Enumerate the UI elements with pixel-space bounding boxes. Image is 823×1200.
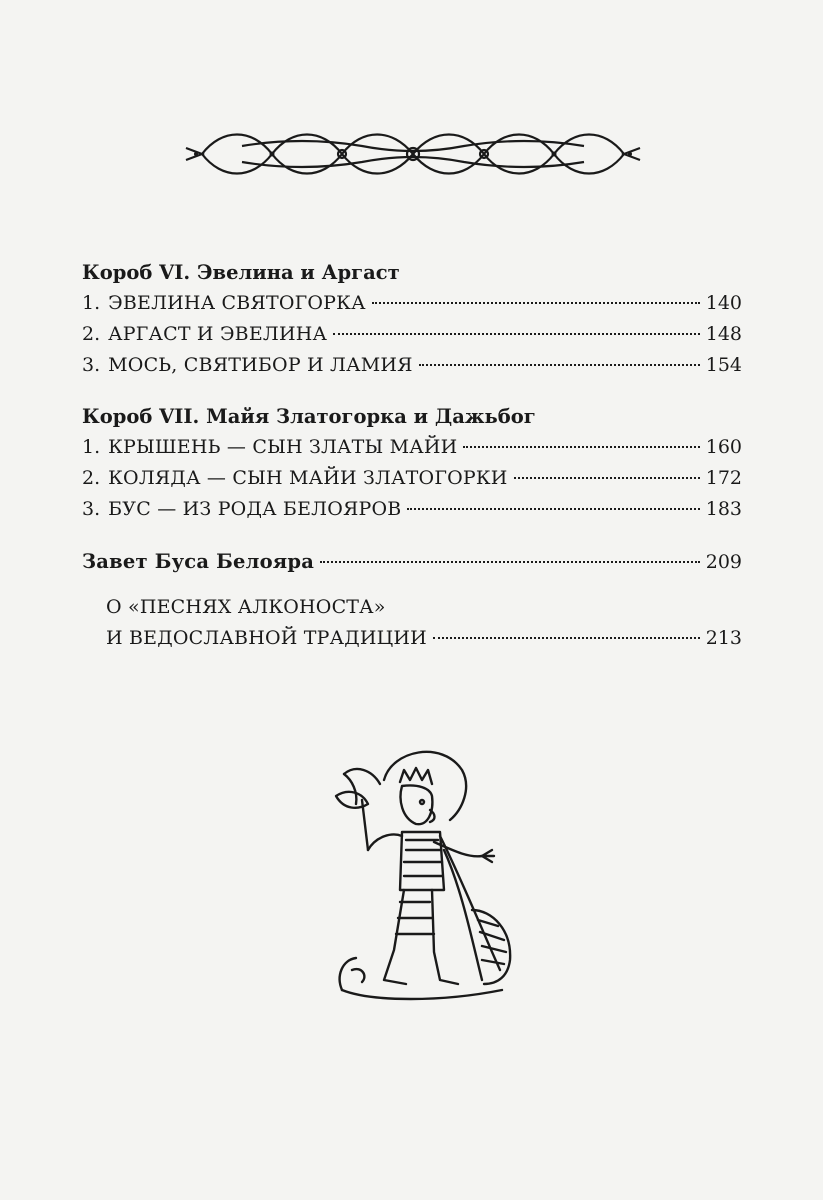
toc-entry[interactable] <box>82 463 742 494</box>
entry-label-line1: О «ПЕСНЯХ АЛКОНОСТА» <box>106 596 386 618</box>
dot-leader <box>407 508 699 510</box>
entry-label: Завет Буса Белояра <box>82 550 315 573</box>
dot-leader <box>372 302 700 304</box>
dot-leader <box>333 333 700 335</box>
entry-label: МОСЬ, СВЯТИБОР И ЛАМИЯ <box>108 354 413 376</box>
section-title: Короб VI. Эвелина и Аргаст <box>82 261 400 284</box>
dot-leader <box>419 364 700 366</box>
dot-leader <box>320 561 700 563</box>
toc-entry-afterword[interactable] <box>106 592 742 654</box>
entry-page-number: 140 <box>705 292 742 314</box>
bleed-through-text <box>470 48 475 67</box>
toc-section-6 <box>82 258 742 381</box>
entry-page-number: 160 <box>705 436 742 458</box>
table-of-contents <box>82 258 742 654</box>
entry-number: 3. <box>82 498 101 520</box>
entry-label-line2: И ВЕДОСЛАВНОЙ ТРАДИЦИИ <box>106 627 427 649</box>
toc-section-7 <box>82 402 742 525</box>
dot-leader <box>433 637 700 639</box>
dot-leader <box>463 446 699 448</box>
toc-entry[interactable] <box>82 319 742 350</box>
toc-entry[interactable] <box>82 350 742 381</box>
entry-page-number: 183 <box>705 498 742 520</box>
toc-entry[interactable] <box>82 432 742 463</box>
toc-entry[interactable] <box>82 494 742 525</box>
entry-page-number: 209 <box>705 551 742 573</box>
entry-line2 <box>106 623 742 654</box>
entry-label: КОЛЯДА — СЫН МАЙИ ЗЛАТОГОРКИ <box>108 467 508 489</box>
entry-page-number: 213 <box>705 627 742 649</box>
entry-label: ЭВЕЛИНА СВЯТОГОРКА <box>108 292 366 314</box>
entry-page-number: 154 <box>705 354 742 376</box>
entry-label: АРГАСТ И ЭВЕЛИНА <box>108 323 328 345</box>
interlace-ornament-icon <box>182 118 644 190</box>
entry-number: 2. <box>82 323 101 345</box>
entry-page-number: 172 <box>705 467 742 489</box>
section-title: Короб VII. Майя Златогорка и Дажьбог <box>82 405 536 428</box>
figure-illustration-icon <box>322 740 522 1010</box>
entry-number: 2. <box>82 467 101 489</box>
entry-label: КРЫШЕНЬ — СЫН ЗЛАТЫ МАЙИ <box>108 436 458 458</box>
dot-leader <box>514 477 700 479</box>
entry-page-number: 148 <box>705 323 742 345</box>
entry-label: БУС — ИЗ РОДА БЕЛОЯРОВ <box>108 498 402 520</box>
toc-entry-testament[interactable] <box>82 547 742 578</box>
toc-entry[interactable] <box>82 288 742 319</box>
entry-number: 3. <box>82 354 101 376</box>
entry-number: 1. <box>82 292 101 314</box>
entry-number: 1. <box>82 436 101 458</box>
